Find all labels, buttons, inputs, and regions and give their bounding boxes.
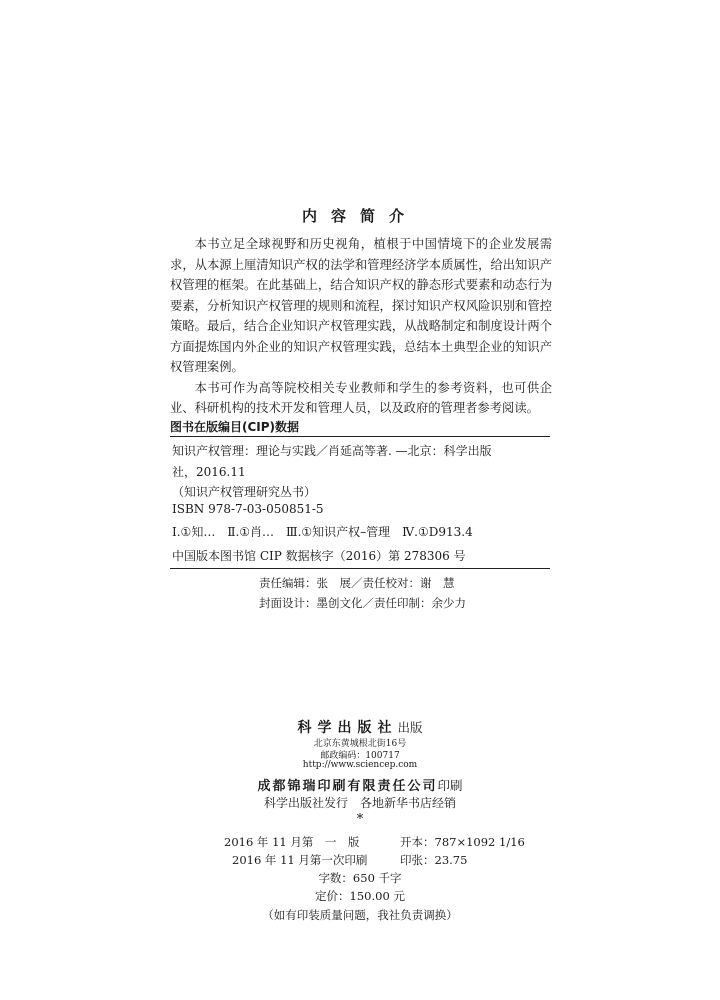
editor-credits: 责任编辑：张 展／责任校对：谢 慧	[259, 576, 455, 590]
cip-title-line: 知识产权管理：理论与实践／肖延高等著. —北京：科学出版	[172, 444, 492, 458]
price-label: 定价：	[315, 889, 350, 903]
printer-line	[0, 775, 720, 794]
cip-bottom-rule	[170, 568, 550, 569]
cip-record-number: 中国版本图书馆 CIP 数据核字（2016）第 278306 号	[172, 549, 466, 563]
edition-date: 2016 年 11 月第 一 版	[224, 835, 360, 849]
format-size: 开本：787×1092 1/16	[400, 835, 525, 849]
separator-star: *	[356, 812, 364, 827]
publisher-url: http://www.sciencep.com	[302, 760, 418, 770]
cip-title-line-continued: 社，2016.11	[172, 465, 246, 479]
design-credits: 封面设计：墨创文化／责任印制：余少力	[259, 596, 466, 610]
printed-sheets: 印张：23.75	[400, 853, 468, 867]
publisher-line	[0, 717, 720, 737]
distribution-line: 科学出版社发行 各地新华书店经销	[263, 796, 456, 810]
intro-paragraph-1: 本书立足全球视野和历史视角，植根于中国情境下的企业发展需求，从本源上厘清知识产权的法学和管理经济学本质属性，给出知识产权管理的框架。在此基础上，结合知识产权的静态形式要素和动态行为要素，分析知识产权管理的规则和流程，探讨知识产权风险识别和管控策略。最后，结合企业知识产权管理实践，从战略制定和制度设计两个方面提炼国内外企业的知识产权管理实践，总结本土典型企业的知识产权管理案例。	[170, 237, 552, 374]
cip-isbn: ISBN 978-7-03-050851-5	[172, 502, 324, 516]
cip-series: （知识产权管理研究丛书）	[172, 485, 317, 499]
intro-body	[170, 234, 552, 419]
intro-title: 内容简介	[301, 207, 418, 225]
cip-heading: 图书在版编目(CIP)数据	[170, 420, 300, 434]
publisher-name: 科学出版社	[297, 720, 398, 736]
printer-suffix: 印刷	[437, 778, 463, 793]
word-count: 字数：650 千字	[318, 871, 402, 885]
publisher-suffix: 出版	[397, 720, 423, 735]
printing-date: 2016 年 11 月第一次印刷	[232, 853, 368, 867]
price-value: 150.00 元	[349, 889, 405, 903]
cip-top-rule	[170, 436, 550, 437]
quality-notice: （如有印装质量问题，我社负责调换）	[262, 908, 458, 922]
publisher-postcode: 邮政编码：100717	[320, 751, 400, 761]
cip-classification: Ⅰ.①知… Ⅱ.①肖… Ⅲ.①知识产权–管理 Ⅳ.①D913.4	[172, 525, 473, 539]
printer-name: 成都锦瑞印刷有限责任公司	[257, 779, 438, 794]
intro-paragraph-2: 本书可作为高等院校相关专业教师和学生的参考资料，也可供企业、科研机构的技术开发和管理人员，以及政府的管理者参考阅读。	[170, 380, 552, 415]
price-line	[0, 888, 720, 904]
publisher-address: 北京东黄城根北街16号	[313, 739, 407, 749]
